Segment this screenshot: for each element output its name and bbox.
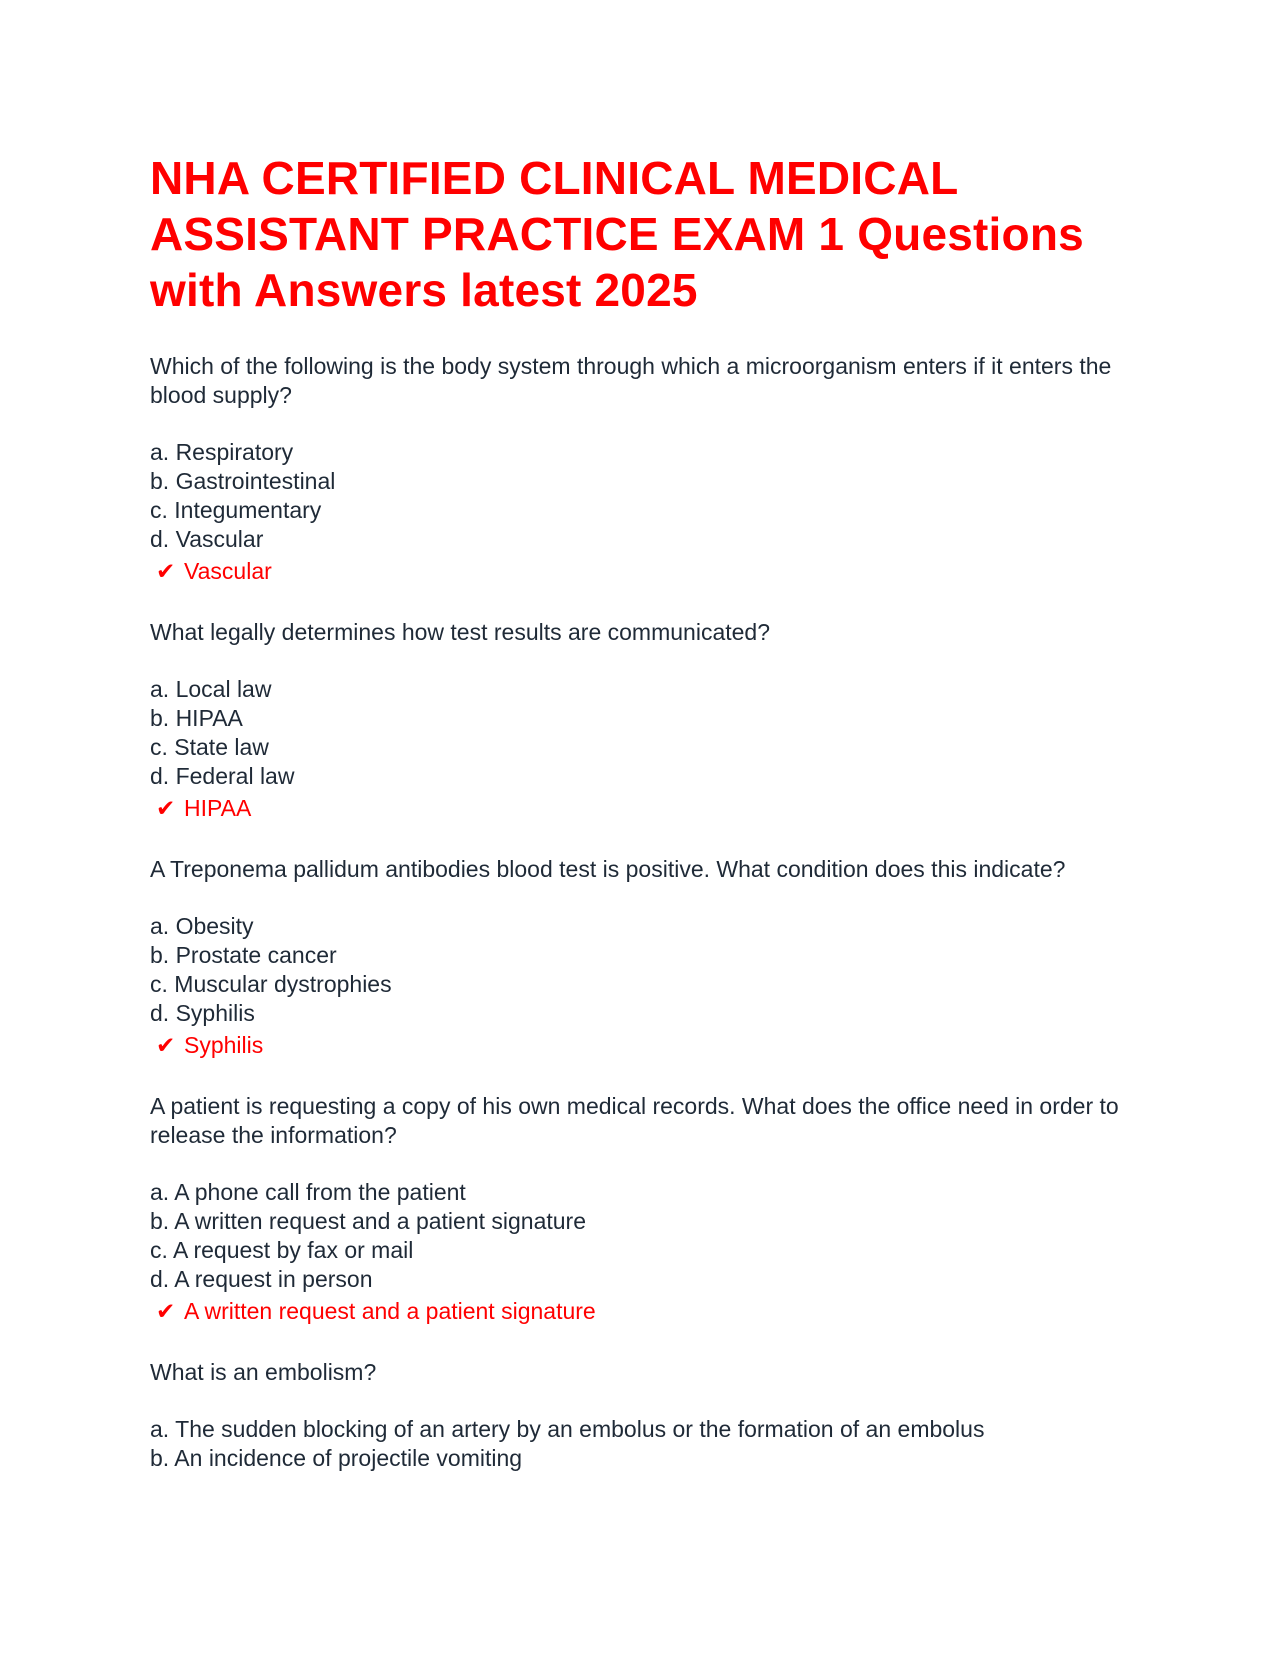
- option-list: [150, 1415, 1130, 1473]
- answer-text: HIPAA: [184, 795, 252, 821]
- checkmark-icon: ✔: [156, 1298, 176, 1324]
- correct-answer: [150, 794, 1130, 823]
- checkmark-icon: ✔: [156, 795, 176, 821]
- option-item: a. The sudden blocking of an artery by an embolus or the formation of an embolus: [150, 1416, 985, 1442]
- option-item: c. Integumentary: [150, 497, 322, 523]
- option-list: [150, 438, 1130, 554]
- correct-answer: [150, 1031, 1130, 1060]
- question-text: What legally determines how test results are communicated?: [150, 619, 771, 645]
- option-item: b. A written request and a patient signature: [150, 1208, 587, 1234]
- correct-answer: [150, 1297, 1130, 1326]
- question-block: [150, 1358, 1130, 1473]
- option-item: d. A request in person: [150, 1266, 373, 1292]
- option-list: [150, 675, 1130, 791]
- question-block: [150, 618, 1130, 823]
- document-page: [150, 150, 1130, 1505]
- option-item: b. Prostate cancer: [150, 942, 337, 968]
- option-item: b. HIPAA: [150, 705, 243, 731]
- option-item: b. Gastrointestinal: [150, 468, 336, 494]
- option-item: a. Obesity: [150, 913, 254, 939]
- document-title: NHA CERTIFIED CLINICAL MEDICAL ASSISTANT PRACTICE EXAM 1 Questions with Answers latest 2025: [150, 152, 1084, 316]
- option-list: [150, 1178, 1130, 1294]
- option-item: a. A phone call from the patient: [150, 1179, 466, 1205]
- option-item: a. Respiratory: [150, 439, 294, 465]
- question-block: [150, 1092, 1130, 1326]
- question-block: [150, 855, 1130, 1060]
- option-item: d. Federal law: [150, 763, 295, 789]
- question-text: What is an embolism?: [150, 1359, 377, 1385]
- option-item: c. State law: [150, 734, 269, 760]
- correct-answer: [150, 557, 1130, 586]
- question-block: [150, 352, 1130, 586]
- option-item: c. A request by fax or mail: [150, 1237, 414, 1263]
- option-item: a. Local law: [150, 676, 272, 702]
- option-item: b. An incidence of projectile vomiting: [150, 1445, 523, 1471]
- answer-text: Vascular: [184, 558, 272, 584]
- option-item: d. Syphilis: [150, 1000, 255, 1026]
- checkmark-icon: ✔: [156, 558, 176, 584]
- question-text: Which of the following is the body system through which a microorganism enters if it enters the blood supply?: [150, 353, 1112, 408]
- option-list: [150, 912, 1130, 1028]
- question-text: A Treponema pallidum antibodies blood test is positive. What condition does this indicate?: [150, 856, 1066, 882]
- answer-text: A written request and a patient signature: [184, 1298, 596, 1324]
- question-text: A patient is requesting a copy of his own medical records. What does the office need in order to release the information?: [150, 1093, 1119, 1148]
- option-item: c. Muscular dystrophies: [150, 971, 392, 997]
- option-item: d. Vascular: [150, 526, 264, 552]
- checkmark-icon: ✔: [156, 1032, 176, 1058]
- answer-text: Syphilis: [184, 1032, 264, 1058]
